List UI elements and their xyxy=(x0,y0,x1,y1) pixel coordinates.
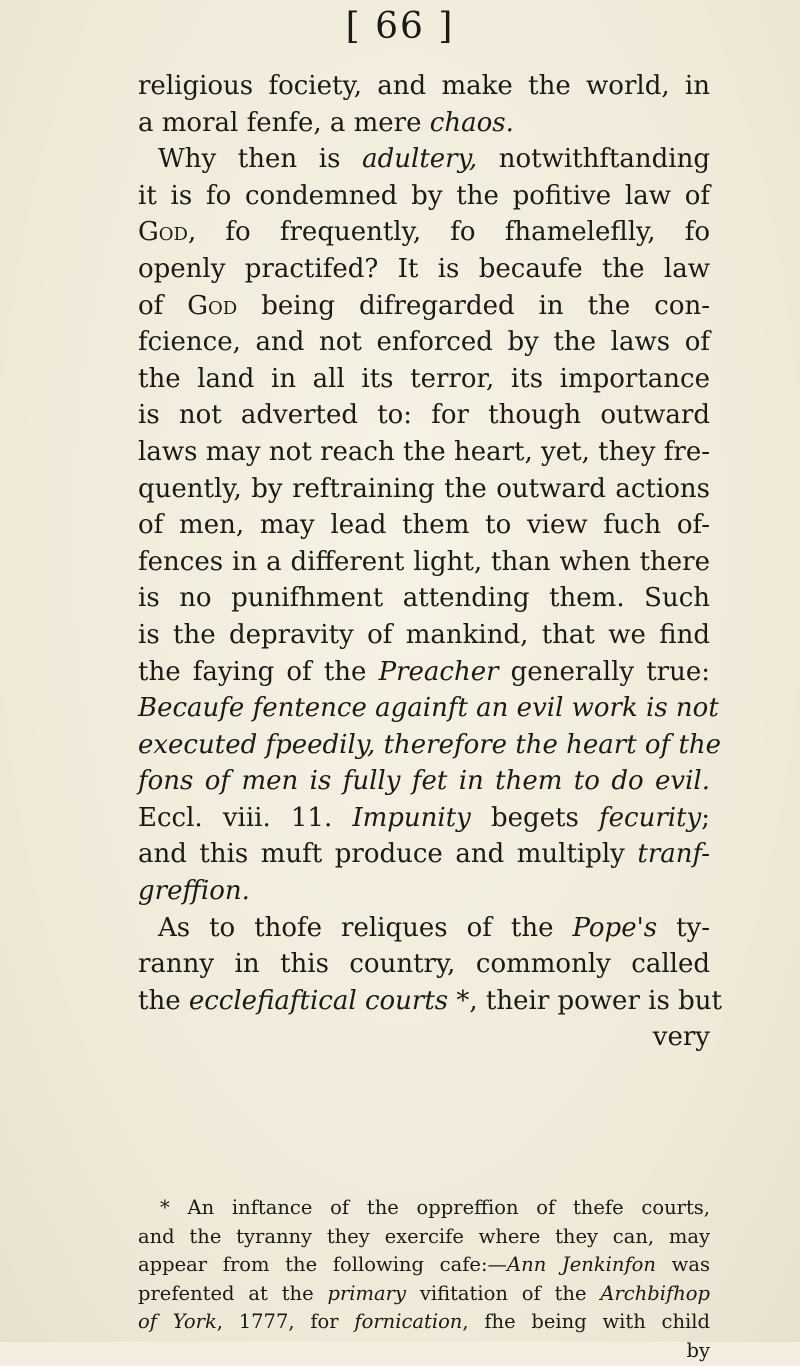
text-line: God, fo frequently, fo fhameleflly, fo xyxy=(138,217,710,248)
text-line: it is fo condemned by the pofitive law of xyxy=(138,180,710,211)
text-line: As to thofe reliques of the Pope's ty- xyxy=(158,912,710,943)
catchword: very xyxy=(652,1022,710,1053)
footnote-catchword: by xyxy=(686,1338,710,1362)
text-line: is not adverted to: for though outward xyxy=(138,400,710,431)
text-line: executed fpeedily, therefore the heart of the xyxy=(138,729,722,760)
footnote-line: * An inftance of the oppreffion of thefe courts, xyxy=(160,1196,710,1219)
text-line: Becaufe fentence againft an evil work is not xyxy=(138,693,719,724)
text-line: is the depravity of mankind, that we find xyxy=(138,619,710,650)
text-line: is no punifhment attending them. Such xyxy=(138,583,710,614)
footnote-line: appear from the following cafe:—Ann Jenkinfon was xyxy=(138,1253,710,1277)
main-text xyxy=(138,68,722,1056)
text-line: a moral fenfe, a mere chaos. xyxy=(138,107,514,138)
text-line: of God being difregarded in the con- xyxy=(138,290,710,321)
text-line: fences in a different light, than when there xyxy=(138,546,710,577)
text-line: Eccl. viii. 11. Impunity begets fecurity; xyxy=(138,802,710,833)
text-line: laws may not reach the heart, yet, they fre- xyxy=(138,436,710,467)
page-number: [ 66 ] xyxy=(345,6,455,47)
text-line: the land in all its terror, its importance xyxy=(138,363,710,394)
footnote-line: and the tyranny they exercife where they can, may xyxy=(138,1224,710,1248)
text-line: the faying of the Preacher generally true: xyxy=(138,656,711,687)
footnote-line: prefented at the primary vifitation of the Archbifhop xyxy=(138,1281,710,1305)
text-line: fcience, and not enforced by the laws of xyxy=(138,327,710,358)
text-line: ranny in this country, commonly called xyxy=(138,949,710,980)
text-line: openly practifed? It is becaufe the law xyxy=(138,253,710,284)
footnote xyxy=(138,1194,710,1366)
text-line: Why then is adultery, notwithftanding xyxy=(158,144,711,175)
text-line: and this muft produce and multiply tranf- xyxy=(138,839,710,870)
text-line: fons of men is fully fet in them to do evil. xyxy=(138,766,710,797)
text-line: greffion. xyxy=(138,876,250,907)
text-line: religious fociety, and make the world, in xyxy=(138,71,710,101)
text-line: of men, may lead them to view fuch of- xyxy=(138,510,710,541)
text-line: the ecclefiaftical courts *, their power is but xyxy=(138,985,722,1016)
text-line: quently, by reftraining the outward actions xyxy=(138,473,710,504)
footnote-line: of York, 1777, for fornication, fhe being with child xyxy=(138,1310,710,1334)
